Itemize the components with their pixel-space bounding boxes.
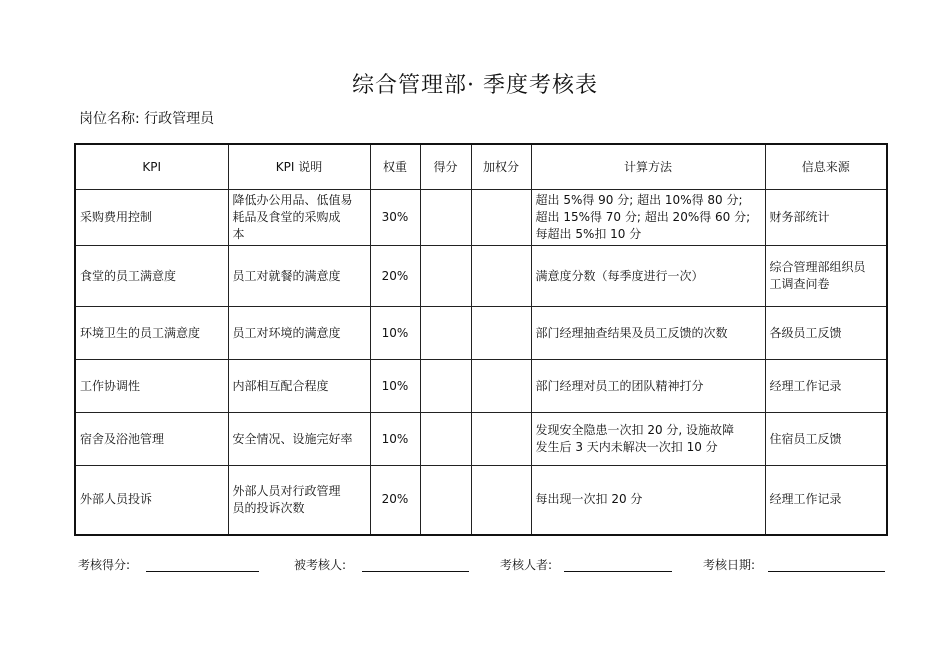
kpi-cell: 外部人员投诉: [75, 466, 228, 535]
desc-line: 员工对环境的满意度: [232, 325, 341, 340]
method-line: 超出 5%得 90 分; 超出 10%得 80 分;: [535, 193, 743, 207]
header-kpi-desc: KPI 说明: [228, 144, 370, 190]
weighted-score-cell[interactable]: [471, 466, 531, 535]
exam-date-field[interactable]: [768, 571, 885, 572]
kpi-table: [74, 143, 888, 536]
score-cell[interactable]: [420, 307, 471, 360]
examiner-label: 考核人者:: [500, 558, 553, 572]
method-line: 满意度分数（每季度进行一次）: [535, 268, 704, 283]
source-cell: [765, 413, 887, 466]
weight-cell: 10%: [370, 307, 420, 360]
weight-cell: 10%: [370, 413, 420, 466]
score-cell[interactable]: [420, 413, 471, 466]
source-cell: [765, 466, 887, 535]
header-weight: 权重: [370, 144, 420, 190]
source-line: 综合管理部组织员: [769, 260, 866, 274]
weight-cell: 10%: [370, 360, 420, 413]
source-cell: [765, 246, 887, 307]
weighted-score-cell[interactable]: [471, 246, 531, 307]
weighted-score-cell[interactable]: [471, 413, 531, 466]
weighted-score-cell[interactable]: [471, 360, 531, 413]
kpi-cell: 环境卫生的员工满意度: [75, 307, 228, 360]
desc-line: 员工对就餐的满意度: [232, 268, 341, 283]
kpi-cell: 食堂的员工满意度: [75, 246, 228, 307]
desc-cell: [228, 307, 370, 360]
desc-cell: [228, 190, 370, 246]
desc-line: 员的投诉次数: [232, 500, 305, 515]
examinee-label: 被考核人:: [294, 558, 347, 572]
source-line: 经理工作记录: [769, 378, 842, 393]
desc-cell: [228, 360, 370, 413]
header-score: 得分: [420, 144, 471, 190]
method-line: 部门经理抽查结果及员工反馈的次数: [535, 325, 728, 340]
score-cell[interactable]: [420, 360, 471, 413]
header-kpi: KPI: [75, 144, 228, 190]
page-title: 综合管理部· 季度考核表: [352, 73, 598, 98]
source-line: 经理工作记录: [769, 492, 842, 507]
method-line: 部门经理对员工的团队精神打分: [535, 378, 704, 393]
header-source: 信息来源: [765, 144, 887, 190]
table-row: [75, 190, 887, 246]
weight-cell: 20%: [370, 246, 420, 307]
table-row: [75, 413, 887, 466]
method-cell: [531, 307, 765, 360]
exam-date-label: 考核日期:: [703, 558, 756, 572]
method-line: 每超出 5%扣 10 分: [535, 227, 642, 241]
desc-cell: [228, 246, 370, 307]
source-cell: [765, 190, 887, 246]
header-method: 计算方法: [531, 144, 765, 190]
source-cell: [765, 307, 887, 360]
score-cell[interactable]: [420, 466, 471, 535]
desc-line: 降低办公用品、低值易: [232, 193, 353, 207]
kpi-cell: 采购费用控制: [75, 190, 228, 246]
method-line: 每出现一次扣 20 分: [535, 492, 643, 507]
source-cell: [765, 360, 887, 413]
weight-cell: 30%: [370, 190, 420, 246]
method-cell: [531, 466, 765, 535]
method-line: 发现安全隐患一次扣 20 分, 设施故障: [535, 423, 735, 437]
signature-footer: [78, 556, 888, 576]
desc-line: 本: [232, 227, 245, 241]
kpi-cell: 工作协调性: [75, 360, 228, 413]
source-line: 财务部统计: [769, 210, 830, 224]
table-header-row: [75, 144, 887, 190]
header-weighted-score: 加权分: [471, 144, 531, 190]
post-label: 岗位名称:: [79, 111, 140, 127]
post-value: 行政管理员: [144, 111, 215, 127]
post-name: [79, 108, 214, 128]
score-cell[interactable]: [420, 246, 471, 307]
table-row: [75, 360, 887, 413]
kpi-cell: 宿舍及浴池管理: [75, 413, 228, 466]
desc-line: 安全情况、设施完好率: [232, 431, 353, 446]
source-line: 住宿员工反馈: [769, 431, 842, 446]
method-line: 超出 15%得 70 分; 超出 20%得 60 分;: [535, 210, 751, 224]
method-cell: [531, 246, 765, 307]
desc-line: 内部相互配合程度: [232, 378, 329, 393]
table-row: [75, 246, 887, 307]
weighted-score-cell[interactable]: [471, 307, 531, 360]
method-cell: [531, 413, 765, 466]
method-cell: [531, 360, 765, 413]
score-total-label: 考核得分:: [78, 558, 131, 572]
table-row: [75, 307, 887, 360]
score-cell[interactable]: [420, 190, 471, 246]
examiner-field[interactable]: [564, 571, 672, 572]
weighted-score-cell[interactable]: [471, 190, 531, 246]
method-cell: [531, 190, 765, 246]
desc-cell: [228, 413, 370, 466]
method-line: 发生后 3 天内未解决一次扣 10 分: [535, 440, 718, 454]
source-line: 各级员工反馈: [769, 325, 842, 340]
desc-line: 外部人员对行政管理: [232, 483, 341, 498]
desc-line: 耗品及食堂的采购成: [232, 210, 341, 224]
table-row: [75, 466, 887, 535]
desc-cell: [228, 466, 370, 535]
weight-cell: 20%: [370, 466, 420, 535]
source-line: 工调查问卷: [769, 277, 830, 291]
score-total-field[interactable]: [146, 571, 259, 572]
examinee-field[interactable]: [362, 571, 469, 572]
